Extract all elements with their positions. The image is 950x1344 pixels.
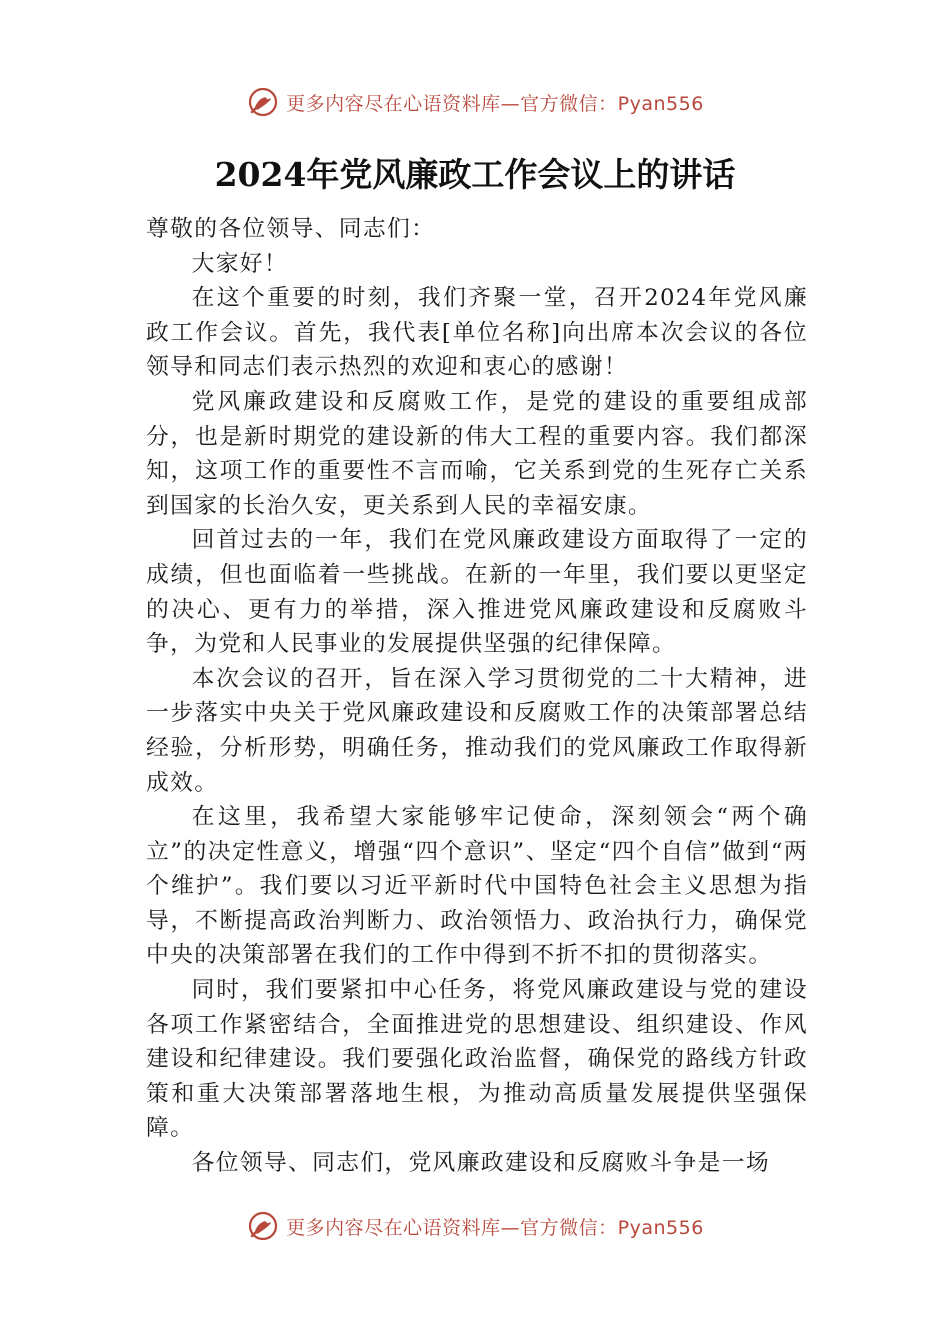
pen-swirl-logo-icon xyxy=(246,1209,280,1243)
salutation: 尊敬的各位领导、同志们： xyxy=(146,216,436,242)
paragraph-greeting: 大家好！ xyxy=(191,250,288,277)
paragraph-opening: 在这个重要的时刻，我们齐聚一堂，召开2024年党风廉政工作会议。首先，我代表[单位名称]向出席本次会议的各位领导和同志们表示热烈的欢迎和衷心的感谢！ xyxy=(146,285,808,381)
paragraph-closing: 各位领导、同志们，党风廉政建设和反腐败斗争是一场 xyxy=(191,1150,770,1177)
footer-watermark-text: 更多内容尽在心语资料库—官方微信：Pyan556 xyxy=(286,1216,704,1239)
paragraph-tasks: 同时，我们要紧扣中心任务，将党风廉政建设与党的建设各项工作紧密结合，全面推进党的思想建设、组织建设、作风建设和纪律建设。我们要强化政治监督，确保党的路线方针政策和重大决策部署落地生根，为推动高质量发展提供坚强保障。 xyxy=(146,977,808,1142)
watermark-text: 更多内容尽在心语资料库—官方微信：Pyan556 xyxy=(286,92,704,115)
document-body xyxy=(146,212,808,1181)
pen-swirl-logo-icon xyxy=(246,85,280,119)
paragraph-purpose: 本次会议的召开，旨在深入学习贯彻党的二十大精神，进一步落实中央关于党风廉政建设和反腐败工作的决策部署总结经验，分析形势，明确任务，推动我们的党风廉政工作取得新成效。 xyxy=(146,665,808,796)
paragraph-mission: 在这里，我希望大家能够牢记使命，深刻领会“两个确立”的决定性意义，增强“四个意识”、坚定“四个自信”做到“两个维护”。我们要以习近平新时代中国特色社会主义思想为指导，不断提高政治判断力、政治领悟力、政治执行力，确保党中央的决策部署在我们的工作中得到不折不扣的贯彻落实。 xyxy=(146,804,808,969)
document-title: 2024年党风廉政工作会议上的讲话 xyxy=(214,155,736,194)
paragraph-importance: 党风廉政建设和反腐败工作，是党的建设的重要组成部分，也是新时期党的建设新的伟大工程的重要内容。我们都深知，这项工作的重要性不言而喻，它关系到党的生死存亡关系到国家的长治久安，更关系到人民的幸福安康。 xyxy=(146,388,808,519)
paragraph-review: 回首过去的一年，我们在党风廉政建设方面取得了一定的成绩，但也面临着一些挑战。在新的一年里，我们要以更坚定的决心、更有力的举措，深入推进党风廉政建设和反腐败斗争，为党和人民事业的发展提供坚强的纪律保障。 xyxy=(146,527,808,658)
header-watermark-banner xyxy=(0,82,950,122)
footer-watermark-banner xyxy=(0,1206,950,1246)
